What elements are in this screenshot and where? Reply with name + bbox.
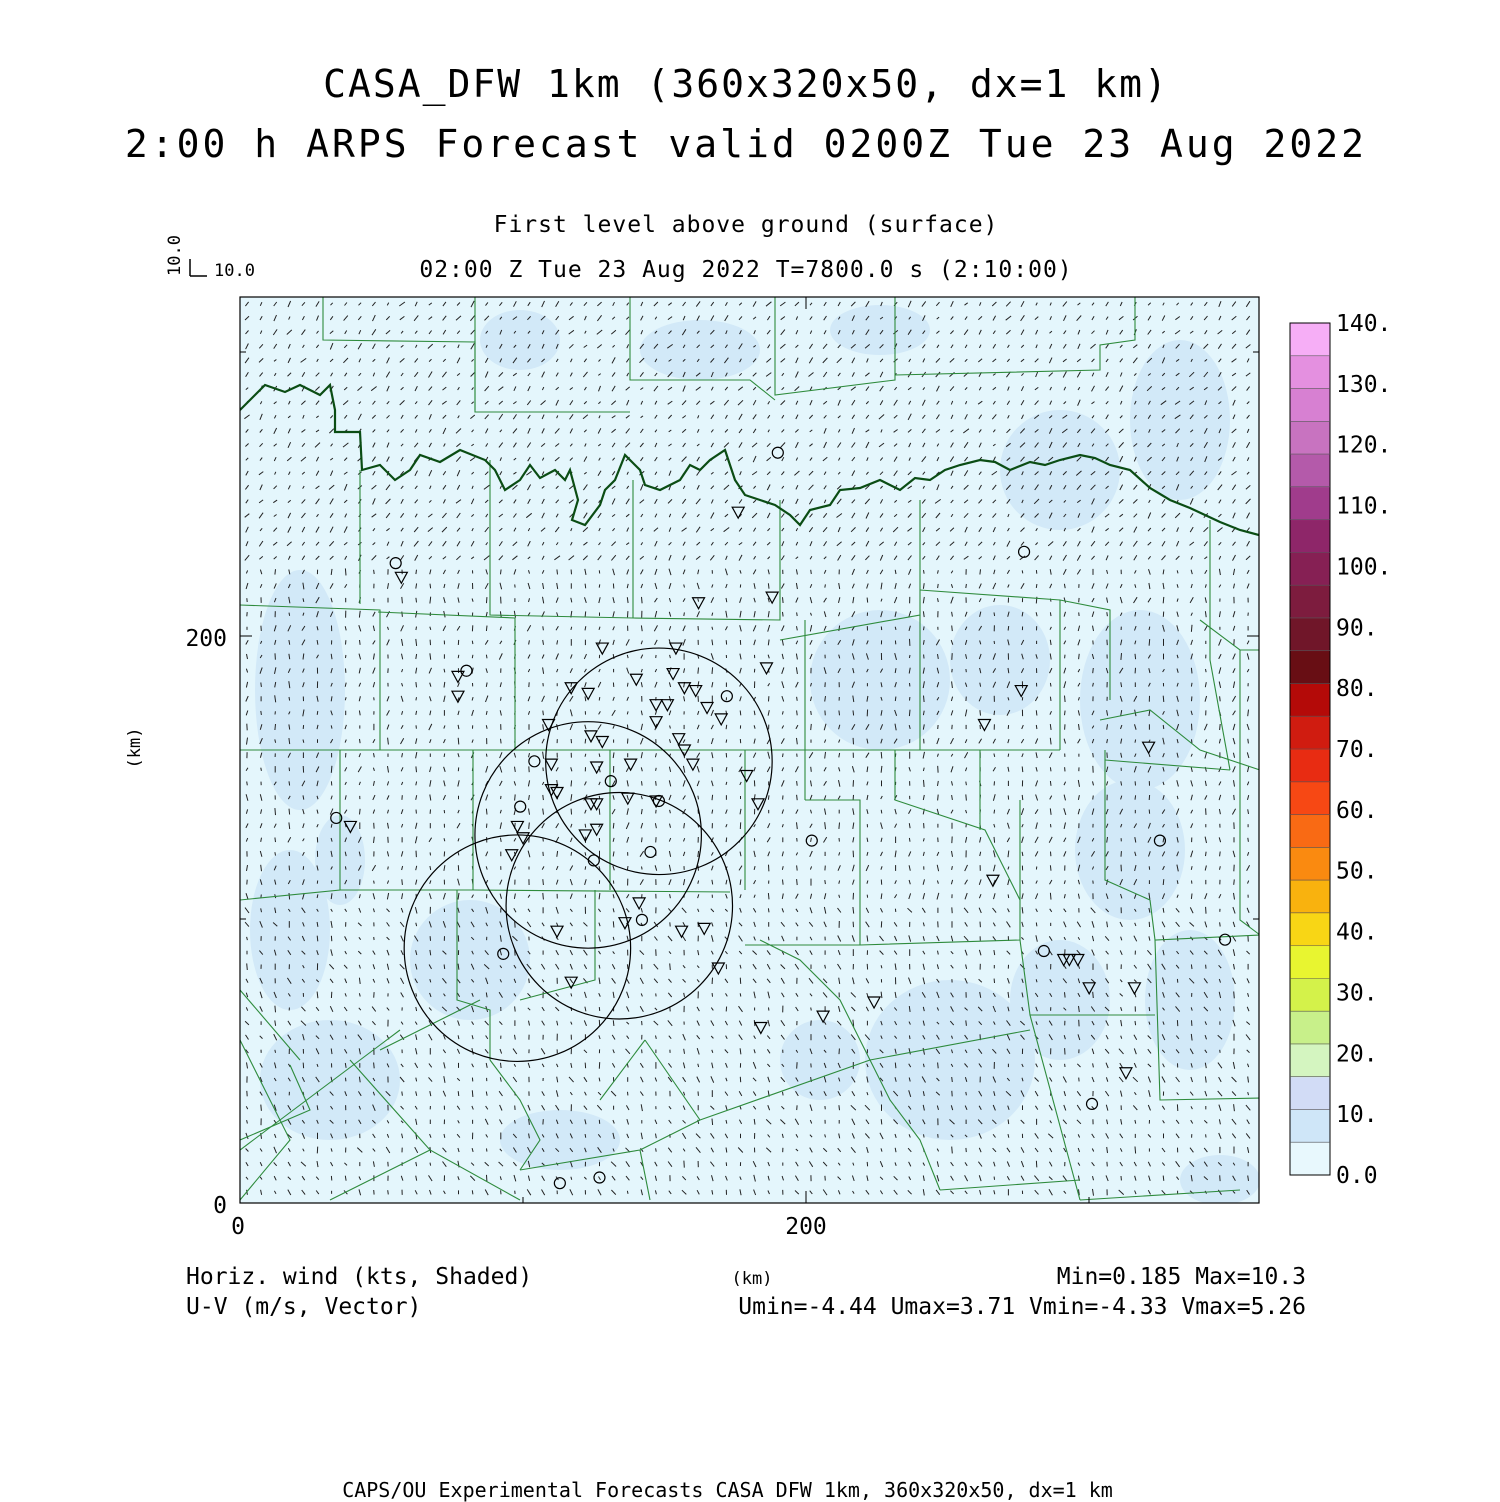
wind-vector <box>1050 865 1051 870</box>
wind-vector <box>430 1163 431 1166</box>
colorbar-swatch <box>1290 683 1330 716</box>
wind-vector <box>275 838 276 843</box>
wind-vector <box>1206 852 1207 856</box>
wind-vector <box>472 1190 473 1194</box>
wind-vector <box>345 894 346 899</box>
colorbar-swatch <box>1290 782 1330 815</box>
wind-vector <box>881 1119 882 1124</box>
time-subtitle: 02:00 Z Tue 23 Aug 2022 T=7800.0 s (2:10:00) <box>0 257 1492 283</box>
wind-vector <box>825 584 826 587</box>
wind-vector <box>768 893 769 899</box>
wind-vector <box>797 781 798 786</box>
wind-vector <box>938 584 939 588</box>
wind-vector <box>881 810 882 814</box>
wind-vector <box>458 1091 459 1096</box>
y-tick-200: 200 <box>185 626 227 652</box>
colorbar-label: 60. <box>1336 798 1378 824</box>
wind-vector <box>811 724 812 730</box>
x-tick-200: 200 <box>785 1214 827 1240</box>
wind-vector <box>1135 1021 1136 1025</box>
wind-vector <box>642 597 643 603</box>
wind-vector <box>797 697 798 701</box>
wind-vector <box>1220 922 1221 926</box>
wind-vector <box>698 796 699 800</box>
colorbar-swatch <box>1290 880 1330 913</box>
colorbar-label: 120. <box>1336 433 1391 459</box>
colorbar-swatch <box>1290 421 1330 454</box>
wind-vector <box>783 880 784 885</box>
wind-vector <box>388 1190 389 1194</box>
wind-vector <box>966 782 967 786</box>
wind-vector <box>1163 725 1164 729</box>
wind-vector <box>275 569 276 574</box>
wind-vector <box>1135 795 1136 799</box>
wind-vector <box>444 965 445 969</box>
colorbar-swatch <box>1290 913 1330 946</box>
wind-vector <box>416 766 417 772</box>
wind-vector <box>1008 754 1009 757</box>
wind-vector <box>543 626 544 630</box>
wind-vector <box>670 963 671 970</box>
colorbar-label: 100. <box>1336 554 1391 580</box>
wind-vector <box>924 626 925 630</box>
wind-vector <box>938 1063 939 1069</box>
wind-vector <box>585 866 586 869</box>
wind-vector <box>543 795 544 800</box>
wind-vector <box>712 1119 713 1125</box>
color-scale-labels <box>1336 311 1391 1189</box>
wind-vector <box>839 711 840 716</box>
wind-vector <box>360 809 361 815</box>
wind-vector <box>557 569 558 574</box>
map-panel <box>240 297 1260 1205</box>
colorbar-label: 110. <box>1336 494 1391 520</box>
wind-vector <box>360 739 361 743</box>
wind-vector <box>980 710 981 715</box>
wind-vector <box>275 1006 276 1013</box>
wind-vector <box>627 1191 628 1194</box>
wind-vector <box>1036 725 1037 729</box>
wind-vector <box>1191 894 1192 899</box>
wind-vector <box>571 780 572 786</box>
wind-vector <box>966 794 967 800</box>
wind-vector <box>867 598 868 603</box>
colorbar-label: 40. <box>1336 920 1378 946</box>
colorbar-swatch <box>1290 716 1330 749</box>
wind-vector <box>1008 626 1009 630</box>
colorbar-swatch <box>1290 651 1330 684</box>
level-subtitle: First level above ground (surface) <box>0 212 1492 238</box>
wind-vector <box>472 1090 473 1097</box>
wind-vector <box>1206 669 1207 672</box>
wind-vector <box>317 936 318 942</box>
colorbar-label: 10. <box>1336 1102 1378 1128</box>
wind-vector <box>486 754 487 757</box>
wind-vector <box>289 809 290 815</box>
colorbar-swatch <box>1290 323 1330 356</box>
wind-vector <box>642 867 643 870</box>
colorbar-label: 0.0 <box>1336 1163 1378 1189</box>
wind-vector <box>501 697 502 701</box>
wind-vector <box>331 766 332 773</box>
min-max-stats: Min=0.185 Max=10.3 <box>1057 1264 1306 1290</box>
wind-vector <box>1191 625 1192 632</box>
wind-vector <box>909 710 910 716</box>
wind-vector <box>261 1105 262 1111</box>
wind-vector <box>515 1006 516 1011</box>
wind-vector <box>966 1092 967 1095</box>
wind-vector <box>430 584 431 589</box>
wind-vector <box>1093 796 1094 800</box>
wind-vector <box>740 711 741 716</box>
wind-vector <box>289 697 290 701</box>
wind-vector <box>1163 597 1164 603</box>
wind-vector <box>768 937 769 941</box>
wind-vector <box>656 781 657 786</box>
wind-vector <box>247 782 248 786</box>
wind-vector <box>825 880 826 884</box>
wind-vector <box>797 865 798 870</box>
wind-vector <box>994 837 995 843</box>
uv-stats: Umin=-4.44 Umax=3.71 Vmin=-4.33 Vmax=5.26 <box>738 1294 1306 1320</box>
wind-vector <box>1121 653 1122 660</box>
footer-credit: CAPS/OU Experimental Forecasts CASA DFW 1km, 360x320x50, dx=1 km <box>0 1478 1455 1502</box>
wind-vector <box>627 964 628 969</box>
wind-vector <box>783 1092 784 1096</box>
vector-key-x-label: 10.0 <box>214 261 255 281</box>
wind-vector <box>543 879 544 885</box>
wind-vector <box>402 879 403 885</box>
wind-vector <box>1065 696 1066 702</box>
wind-vector <box>585 611 586 617</box>
wind-vector <box>783 612 784 617</box>
wind-vector <box>585 1134 586 1138</box>
colorbar-label: 30. <box>1336 980 1378 1006</box>
wind-vector <box>1107 612 1108 616</box>
wind-vector <box>726 838 727 843</box>
wind-vector <box>797 612 798 616</box>
wind-vector <box>768 908 769 912</box>
wind-vector <box>501 570 502 575</box>
wind-vector <box>768 583 769 588</box>
wind-vector <box>585 739 586 744</box>
colorbar-swatch <box>1290 1044 1330 1077</box>
wind-vector <box>275 808 276 815</box>
wind-vector <box>797 795 798 800</box>
wind-vector <box>458 852 459 855</box>
wind-vector <box>416 682 417 687</box>
wind-vector <box>1050 612 1051 616</box>
wind-vector <box>1220 696 1221 701</box>
wind-vector <box>811 711 812 715</box>
wind-vector <box>416 570 417 574</box>
colorbar-swatch <box>1290 585 1330 618</box>
wind-vector <box>1163 879 1164 885</box>
wind-vector <box>472 655 473 658</box>
wind-vector <box>994 711 995 715</box>
wind-vector <box>289 893 290 899</box>
wind-vector <box>444 754 445 757</box>
colorbar-swatch <box>1290 520 1330 553</box>
wind-vector <box>275 852 276 855</box>
wind-vector <box>952 626 953 632</box>
wind-vector <box>895 697 896 701</box>
wind-vector <box>1135 740 1136 743</box>
wind-vector <box>1050 697 1051 701</box>
wind-vector <box>909 1035 910 1039</box>
wind-vector <box>924 780 925 787</box>
wind-vector <box>275 724 276 730</box>
wind-vector <box>360 640 361 645</box>
wind-vector <box>289 781 290 785</box>
wind-vector <box>374 881 375 884</box>
wind-vector <box>1022 795 1023 800</box>
wind-vector <box>966 1020 967 1025</box>
wind-vector <box>853 710 854 715</box>
wind-vector <box>1135 654 1136 659</box>
wind-vector <box>909 655 910 658</box>
y-axis-unit: (km) <box>125 728 145 769</box>
colorbar-label: 90. <box>1336 615 1378 641</box>
wind-vector <box>613 823 614 829</box>
colorbar-swatch <box>1290 552 1330 585</box>
wind-vector <box>543 893 544 900</box>
wind-vector <box>585 824 586 828</box>
colorbar-swatch <box>1290 1011 1330 1044</box>
colorbar-label: 140. <box>1336 311 1391 337</box>
wind-vector <box>1149 639 1150 646</box>
wind-vector <box>698 739 699 743</box>
figure-title: CASA_DFW 1km (360x320x50, dx=1 km) <box>0 62 1492 106</box>
wind-vector <box>938 795 939 801</box>
wind-vector <box>1220 852 1221 857</box>
wind-vector <box>345 866 346 869</box>
wind-vector <box>797 711 798 716</box>
wind-vector <box>416 697 417 700</box>
wind-vector <box>642 781 643 785</box>
wind-vector <box>486 655 487 659</box>
wind-vector <box>275 1050 276 1053</box>
wind-vector <box>1065 711 1066 716</box>
wind-vector <box>895 1063 896 1069</box>
wind-vector <box>261 768 262 771</box>
colorbar-swatch <box>1290 1077 1330 1110</box>
colorbar-swatch <box>1290 618 1330 651</box>
wind-vector <box>881 752 882 758</box>
colorbar-label: 130. <box>1336 372 1391 398</box>
wind-vector <box>472 641 473 644</box>
wind-vector <box>1022 570 1023 573</box>
wind-vector <box>458 738 459 745</box>
wind-vector <box>599 697 600 700</box>
wind-vector <box>613 1020 614 1026</box>
wind-vector <box>1234 879 1235 884</box>
wind-vector <box>924 1134 925 1137</box>
wind-vector <box>811 767 812 772</box>
wind-vector <box>1036 584 1037 588</box>
colorbar-swatch <box>1290 749 1330 782</box>
wind-vector <box>656 768 657 771</box>
wind-vector <box>924 696 925 702</box>
wind-vector <box>486 809 487 815</box>
shading-legend: Horiz. wind (kts, Shaded) <box>186 1264 532 1290</box>
wind-vector <box>712 667 713 674</box>
colorbar-swatch <box>1290 946 1330 979</box>
wind-vector <box>1191 668 1192 674</box>
wind-vector <box>486 626 487 631</box>
colorbar-swatch <box>1290 978 1330 1011</box>
colorbar-label: 20. <box>1336 1041 1378 1067</box>
wind-vector <box>1050 781 1051 786</box>
colorbar-label: 50. <box>1336 859 1378 885</box>
colorbar-swatch <box>1290 487 1330 520</box>
colorbar-swatch <box>1290 1109 1330 1142</box>
wind-vector <box>416 598 417 603</box>
wind-vector <box>1234 795 1235 800</box>
wind-vector <box>684 612 685 616</box>
wind-vector <box>1008 1120 1009 1125</box>
wind-vector <box>289 613 290 616</box>
wind-vector <box>501 739 502 744</box>
wind-vector <box>1050 767 1051 771</box>
wind-vector <box>1050 683 1051 687</box>
wind-vector <box>698 668 699 674</box>
wind-vector <box>1163 696 1164 702</box>
wind-vector <box>613 921 614 927</box>
wind-vector <box>1008 894 1009 898</box>
wind-vector <box>374 1063 375 1069</box>
wind-vector <box>1065 992 1066 997</box>
wind-vector <box>585 584 586 589</box>
wind-vector <box>1093 992 1094 998</box>
colorbar-swatch <box>1290 1142 1330 1175</box>
wind-vector <box>797 879 798 885</box>
colorbar-label: 70. <box>1336 737 1378 763</box>
wind-vector <box>1191 683 1192 687</box>
colorbar-swatch <box>1290 356 1330 389</box>
wind-vector <box>966 584 967 588</box>
wind-vector <box>726 725 727 729</box>
wind-vector <box>261 683 262 687</box>
wind-vector <box>726 740 727 743</box>
vector-legend: U-V (m/s, Vector) <box>186 1294 421 1320</box>
x-tick-0: 0 <box>231 1214 245 1240</box>
forecast-valid-title: 2:00 h ARPS Forecast valid 0200Z Tue 23 Aug 2022 <box>0 122 1492 166</box>
wind-vector <box>811 1008 812 1011</box>
wind-vector <box>345 568 346 575</box>
colorbar-label: 80. <box>1336 676 1378 702</box>
wind-vector <box>924 570 925 574</box>
wind-vector <box>994 810 995 814</box>
color-scale-bar <box>1290 323 1330 1176</box>
wind-vector <box>458 655 459 658</box>
wind-vector <box>402 597 403 603</box>
wind-vector <box>1220 724 1221 730</box>
wind-vector <box>515 794 516 800</box>
wind-vector <box>952 1077 953 1082</box>
wind-vector <box>1248 838 1249 842</box>
wind-vector <box>1093 668 1094 673</box>
wind-vector <box>501 1063 502 1068</box>
wind-vector <box>839 823 840 829</box>
vector-reference-key <box>165 235 255 281</box>
wind-vector <box>529 979 530 983</box>
wind-vector <box>261 711 262 715</box>
wind-vector <box>1050 893 1051 900</box>
wind-vector <box>783 753 784 757</box>
colorbar-swatch <box>1290 454 1330 487</box>
wind-vector <box>374 570 375 574</box>
wind-vector <box>402 612 403 617</box>
wind-vector <box>712 795 713 800</box>
wind-vector <box>642 837 643 842</box>
wind-vector <box>839 1105 840 1110</box>
wind-vector <box>571 852 572 856</box>
wind-vector <box>402 1092 403 1096</box>
colorbar-swatch <box>1290 389 1330 422</box>
wind-vector <box>627 683 628 687</box>
wind-vector <box>1135 1147 1136 1154</box>
vector-key-y-label: 10.0 <box>165 235 185 276</box>
colorbar-swatch <box>1290 815 1330 848</box>
wind-vector <box>980 569 981 574</box>
wind-vector <box>1022 767 1023 773</box>
wind-vector <box>811 570 812 574</box>
wind-vector <box>388 867 389 870</box>
wind-vector <box>1149 1007 1150 1011</box>
wind-vector <box>599 809 600 815</box>
y-tick-0: 0 <box>213 1193 227 1219</box>
x-axis-unit: (km) <box>732 1269 773 1289</box>
wind-vector <box>1234 992 1235 999</box>
wind-vector <box>1191 964 1192 969</box>
wind-vector <box>768 795 769 799</box>
wind-vector <box>317 711 318 715</box>
wind-vector <box>247 963 248 970</box>
wind-vector <box>543 711 544 716</box>
wind-vector <box>529 823 530 829</box>
wind-vector <box>783 597 784 603</box>
wind-vector <box>627 866 628 870</box>
wind-vector <box>1036 923 1037 927</box>
wind-vector <box>1163 1176 1164 1181</box>
wind-vector <box>994 612 995 616</box>
wind-vector <box>952 1147 953 1154</box>
wind-vector <box>1036 710 1037 715</box>
wind-vector <box>599 584 600 587</box>
wind-vector <box>1079 654 1080 659</box>
wind-vector <box>1248 739 1249 744</box>
wind-vector <box>261 611 262 617</box>
wind-vector <box>909 838 910 842</box>
colorbar-swatch <box>1290 847 1330 880</box>
wind-vector <box>656 1148 657 1151</box>
wind-vector <box>416 627 417 630</box>
wind-vector <box>740 993 741 996</box>
wind-vector <box>1093 753 1094 757</box>
